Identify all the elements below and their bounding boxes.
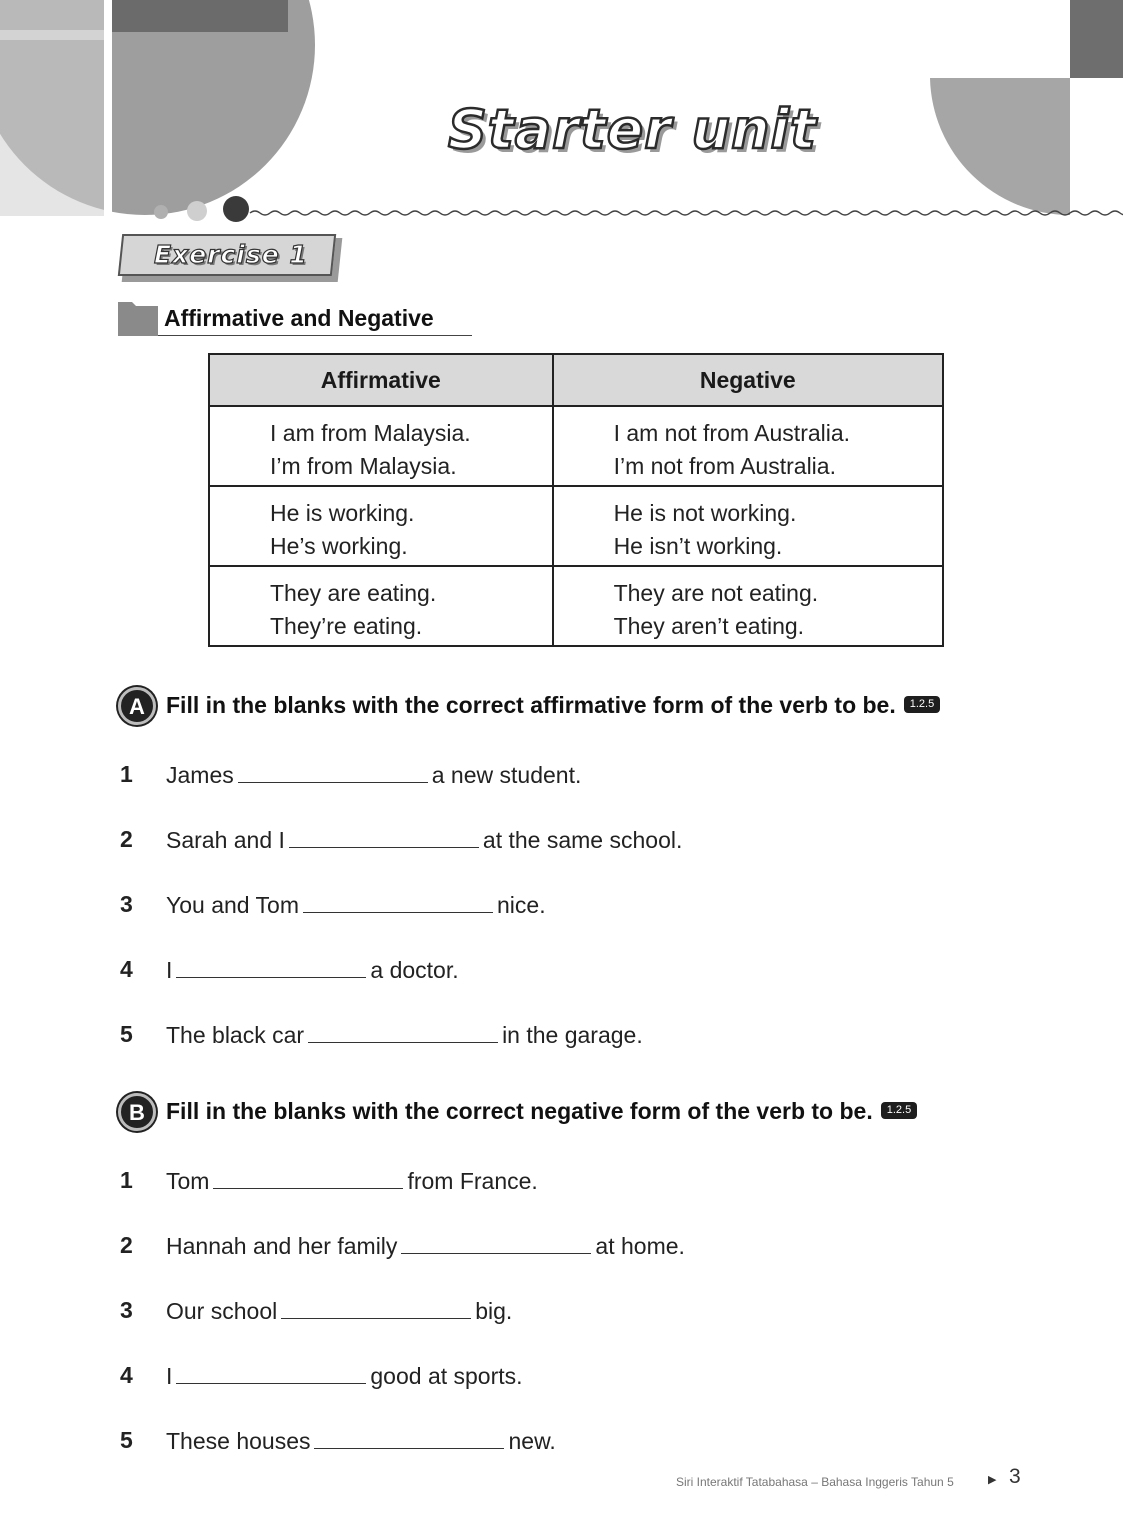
question-number: 2 bbox=[120, 1232, 133, 1258]
section-heading bbox=[118, 302, 474, 338]
play-arrow-icon: ▶ bbox=[988, 1474, 997, 1486]
question-after: good at sports. bbox=[370, 1363, 523, 1389]
question-item bbox=[120, 887, 1020, 923]
question-number: 4 bbox=[120, 1362, 133, 1388]
question-number: 5 bbox=[120, 1021, 133, 1047]
question-after: at the same school. bbox=[482, 827, 683, 853]
question-number: 1 bbox=[120, 761, 133, 787]
cell-line: They are eating. bbox=[270, 580, 437, 606]
question-item bbox=[120, 1017, 1020, 1053]
page-footer bbox=[676, 1465, 1036, 1495]
question-sentence bbox=[166, 1297, 512, 1325]
cell-line: He isn’t working. bbox=[613, 533, 783, 559]
cell-line: They’re eating. bbox=[270, 613, 423, 639]
question-before: Tom bbox=[166, 1168, 210, 1194]
answer-blank[interactable] bbox=[213, 1167, 403, 1189]
part-b-heading bbox=[118, 1093, 1058, 1133]
skill-tag: 1.2.5 bbox=[881, 1102, 917, 1119]
question-before: Sarah and I bbox=[166, 827, 285, 853]
question-sentence bbox=[166, 956, 459, 984]
question-number: 1 bbox=[120, 1167, 133, 1193]
table-row bbox=[209, 566, 943, 646]
folder-icon bbox=[118, 302, 158, 336]
answer-blank[interactable] bbox=[289, 826, 479, 848]
cell-line: They are not eating. bbox=[613, 580, 819, 606]
question-number: 3 bbox=[120, 891, 133, 917]
cell-line: He is working. bbox=[270, 500, 415, 526]
cell-line: I’m from Malaysia. bbox=[270, 453, 457, 479]
question-sentence bbox=[166, 761, 581, 789]
section-title: Affirmative and Negative bbox=[164, 305, 434, 331]
question-item bbox=[120, 1228, 1020, 1264]
cell-line: I’m not from Australia. bbox=[613, 453, 836, 479]
question-after: from France. bbox=[407, 1168, 538, 1194]
question-item bbox=[120, 757, 1020, 793]
affirmative-cell bbox=[209, 486, 553, 566]
question-after: at home. bbox=[595, 1233, 685, 1259]
question-before: I bbox=[166, 957, 173, 983]
cell-line: I am from Malaysia. bbox=[270, 420, 471, 446]
question-after: nice. bbox=[497, 892, 546, 918]
cell-line: He’s working. bbox=[270, 533, 408, 559]
question-after: a doctor. bbox=[370, 957, 459, 983]
exercise-badge bbox=[120, 234, 340, 282]
part-letter-badge: A bbox=[118, 687, 156, 725]
instruction-text: Fill in the blanks with the correct affirmative form of the verb to be. bbox=[166, 692, 896, 718]
question-before: The black car bbox=[166, 1022, 305, 1048]
question-number: 2 bbox=[120, 826, 133, 852]
question-before: I bbox=[166, 1363, 173, 1389]
skill-tag: 1.2.5 bbox=[904, 696, 940, 713]
answer-blank[interactable] bbox=[238, 761, 428, 783]
part-instruction bbox=[166, 1098, 917, 1125]
answer-blank[interactable] bbox=[176, 956, 366, 978]
column-header-negative: Negative bbox=[553, 354, 943, 406]
question-number: 3 bbox=[120, 1297, 133, 1323]
question-number: 5 bbox=[120, 1427, 133, 1453]
question-item bbox=[120, 1293, 1020, 1329]
question-sentence bbox=[166, 1021, 643, 1049]
question-item bbox=[120, 1358, 1020, 1394]
question-before: Our school bbox=[166, 1298, 278, 1324]
answer-blank[interactable] bbox=[281, 1297, 471, 1319]
question-sentence bbox=[166, 1427, 556, 1455]
question-after: in the garage. bbox=[502, 1022, 643, 1048]
part-a-heading bbox=[118, 687, 1058, 727]
question-before: Hannah and her family bbox=[166, 1233, 398, 1259]
question-before: You and Tom bbox=[166, 892, 300, 918]
table-row bbox=[209, 406, 943, 486]
negative-cell bbox=[553, 566, 943, 646]
grammar-table bbox=[208, 353, 944, 647]
section-underline bbox=[158, 335, 472, 336]
part-letter-badge: B bbox=[118, 1093, 156, 1131]
footer-series-title: Siri Interaktif Tatabahasa – Bahasa Inggeris Tahun 5 bbox=[676, 1475, 954, 1489]
affirmative-cell bbox=[209, 566, 553, 646]
question-number: 4 bbox=[120, 956, 133, 982]
question-item bbox=[120, 1163, 1020, 1199]
cell-line: They aren’t eating. bbox=[613, 613, 805, 639]
cell-line: He is not working. bbox=[613, 500, 797, 526]
affirmative-cell bbox=[209, 406, 553, 486]
page-title: Starter unit bbox=[448, 98, 817, 161]
question-after: big. bbox=[475, 1298, 513, 1324]
question-before: James bbox=[166, 762, 234, 788]
table-row bbox=[209, 486, 943, 566]
question-before: These houses bbox=[166, 1428, 311, 1454]
answer-blank[interactable] bbox=[303, 891, 493, 913]
question-after: a new student. bbox=[431, 762, 582, 788]
question-item bbox=[120, 1423, 1020, 1459]
answer-blank[interactable] bbox=[314, 1427, 504, 1449]
question-sentence bbox=[166, 1167, 538, 1195]
instruction-text: Fill in the blanks with the correct negative form of the verb to be. bbox=[166, 1098, 873, 1124]
answer-blank[interactable] bbox=[401, 1232, 591, 1254]
question-sentence bbox=[166, 826, 682, 854]
answer-blank[interactable] bbox=[308, 1021, 498, 1043]
table-header-row bbox=[209, 354, 943, 406]
page-number: 3 bbox=[1009, 1465, 1021, 1488]
question-sentence bbox=[166, 1232, 685, 1260]
question-item bbox=[120, 952, 1020, 988]
question-sentence bbox=[166, 891, 546, 919]
question-item bbox=[120, 822, 1020, 858]
column-header-affirmative: Affirmative bbox=[209, 354, 553, 406]
part-instruction bbox=[166, 692, 940, 719]
answer-blank[interactable] bbox=[176, 1362, 366, 1384]
question-sentence bbox=[166, 1362, 523, 1390]
negative-cell bbox=[553, 406, 943, 486]
exercise-label: Exercise 1 bbox=[154, 240, 308, 269]
negative-cell bbox=[553, 486, 943, 566]
question-after: new. bbox=[508, 1428, 556, 1454]
cell-line: I am not from Australia. bbox=[613, 420, 851, 446]
